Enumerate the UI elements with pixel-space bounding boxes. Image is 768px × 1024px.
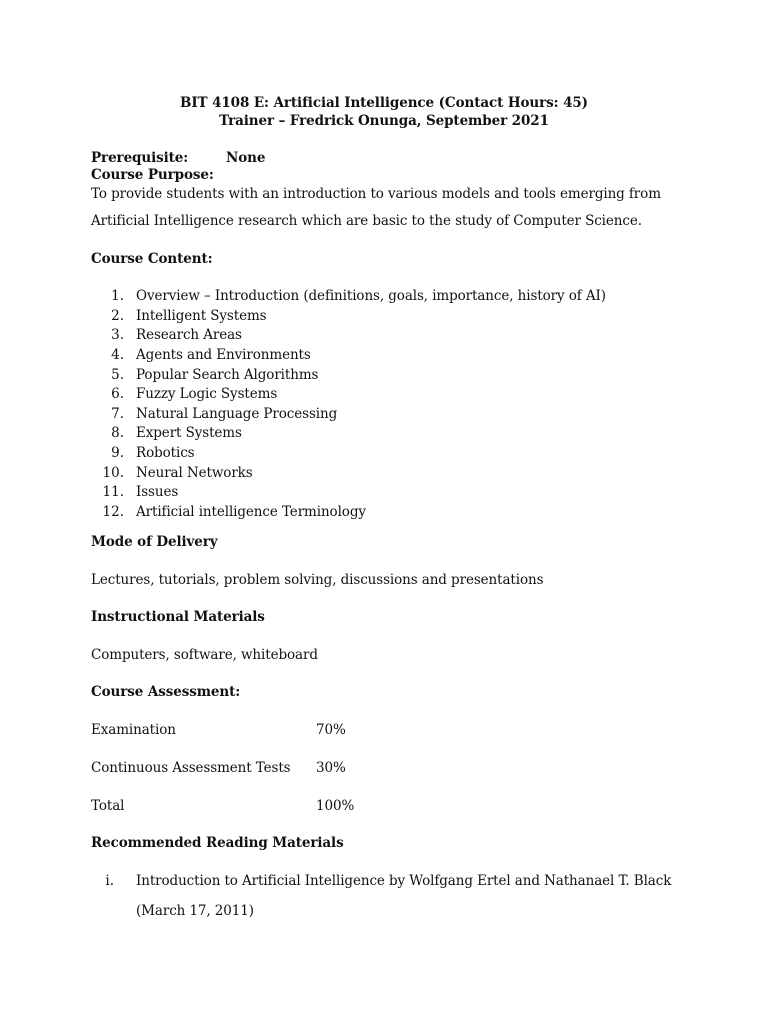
list-item: Fuzzy Logic Systems	[136, 386, 278, 402]
assessment-heading: Course Assessment:	[91, 684, 241, 700]
list-item-number: 6.	[111, 386, 124, 402]
list-item: Intelligent Systems	[136, 308, 267, 324]
course-trainer: Trainer – Fredrick Onunga, September 2021	[219, 113, 549, 129]
list-item-number: 10.	[102, 465, 124, 481]
assessment-row-value: 70%	[316, 722, 346, 738]
list-item-number: 2.	[111, 308, 124, 324]
list-item: Robotics	[136, 445, 195, 461]
materials-heading: Instructional Materials	[91, 609, 265, 625]
content-heading: Course Content:	[91, 251, 213, 267]
list-item: Issues	[136, 484, 179, 500]
list-item-number: 11.	[102, 484, 124, 500]
list-item-number: 7.	[111, 406, 124, 422]
list-item: Research Areas	[136, 327, 242, 343]
list-item: Neural Networks	[136, 465, 253, 481]
course-title: BIT 4108 E: Artificial Intelligence (Contact Hours: 45)	[180, 95, 588, 111]
purpose-line-2: Artificial Intelligence research which are basic to the study of Computer Science.	[91, 213, 642, 229]
reading-item-number: i.	[105, 873, 114, 889]
list-item-number: 12.	[102, 504, 124, 520]
list-item-number: 3.	[111, 327, 124, 343]
list-item-number: 9.	[111, 445, 124, 461]
assessment-row-label: Continuous Assessment Tests	[91, 760, 291, 776]
list-item-number: 4.	[111, 347, 124, 363]
purpose-heading: Course Purpose:	[91, 167, 214, 183]
assessment-row-value: 100%	[316, 798, 355, 814]
delivery-heading: Mode of Delivery	[91, 534, 218, 550]
assessment-row-label: Examination	[91, 722, 176, 738]
list-item: Agents and Environments	[136, 347, 311, 363]
assessment-row-value: 30%	[316, 760, 346, 776]
list-item: Natural Language Processing	[136, 406, 338, 422]
reading-item-line-2: (March 17, 2011)	[136, 903, 254, 919]
reading-item-line-1: Introduction to Artificial Intelligence by Wolfgang Ertel and Nathanael T. Black	[136, 873, 672, 889]
list-item-number: 5.	[111, 367, 124, 383]
prerequisite-label: Prerequisite:	[91, 150, 189, 166]
materials-text: Computers, software, whiteboard	[91, 647, 318, 663]
list-item: Artificial intelligence Terminology	[136, 504, 366, 520]
prerequisite-value: None	[226, 150, 266, 166]
list-item-number: 1.	[111, 288, 124, 304]
delivery-text: Lectures, tutorials, problem solving, discussions and presentations	[91, 572, 544, 588]
list-item: Expert Systems	[136, 425, 242, 441]
list-item: Popular Search Algorithms	[136, 367, 319, 383]
list-item-number: 8.	[111, 425, 124, 441]
assessment-row-label: Total	[91, 798, 125, 814]
list-item: Overview – Introduction (definitions, goals, importance, history of AI)	[136, 288, 606, 304]
purpose-line-1: To provide students with an introduction to various models and tools emerging from	[91, 186, 661, 202]
reading-heading: Recommended Reading Materials	[91, 835, 344, 851]
